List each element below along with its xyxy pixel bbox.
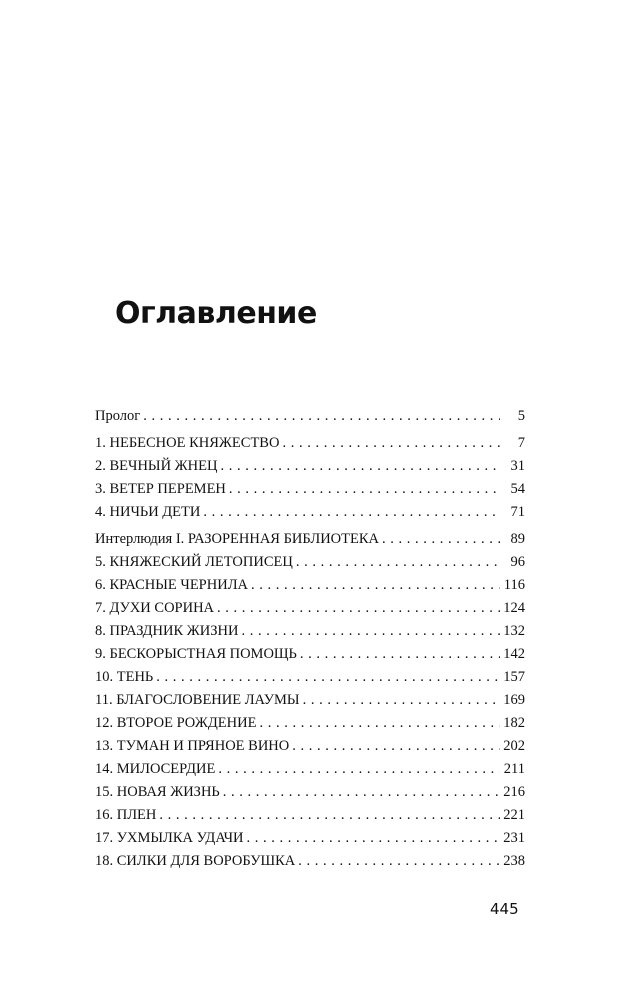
toc-entry-title: 1. НЕБЕСНОЕ КНЯЖЕСТВО (95, 435, 280, 451)
toc-entry-page: 221 (503, 807, 525, 823)
toc-entry-title: 6. КРАСНЫЕ ЧЕРНИЛА (95, 577, 248, 593)
toc-entry-page: 142 (503, 646, 525, 662)
toc-entry[interactable] (95, 781, 525, 804)
toc-entry-page: 169 (503, 692, 525, 708)
toc-entry-page: 182 (503, 715, 525, 731)
table-of-contents (95, 405, 525, 873)
toc-entry[interactable] (95, 827, 525, 850)
page-number: 445 (490, 900, 519, 918)
dot-leader (251, 574, 500, 597)
dot-leader (382, 528, 500, 551)
toc-entry-title: 12. ВТОРОЕ РОЖДЕНИЕ (95, 715, 257, 731)
toc-entry-page: 31 (510, 458, 525, 474)
toc-entry-page: 202 (503, 738, 525, 754)
toc-entry[interactable] (95, 666, 525, 689)
toc-entry-page: 89 (510, 531, 525, 547)
toc-entry[interactable] (95, 735, 525, 758)
toc-entry-title: 7. ДУХИ СОРИНА (95, 600, 215, 616)
toc-entry-title: 4. НИЧЬИ ДЕТИ (95, 504, 201, 520)
toc-entry-title: 10. ТЕНЬ (95, 669, 154, 685)
toc-entry[interactable] (95, 850, 525, 873)
toc-entry-page: 7 (517, 435, 525, 451)
toc-entry-page: 211 (503, 761, 525, 777)
dot-leader (203, 501, 500, 524)
dot-leader (220, 455, 500, 478)
toc-entry-title: 17. УХМЫЛКА УДАЧИ (95, 830, 244, 846)
toc-entry-title: 9. БЕСКОРЫСТНАЯ ПОМОЩЬ (95, 646, 297, 662)
toc-entry-page: 132 (503, 623, 525, 639)
dot-leader (292, 735, 500, 758)
toc-entry[interactable] (95, 597, 525, 620)
toc-entry-title: 16. ПЛЕН (95, 807, 157, 823)
toc-entry-title: 13. ТУМАН И ПРЯНОЕ ВИНО (95, 738, 290, 754)
toc-entry-page: 238 (503, 853, 525, 869)
toc-entry-title: Интерлюдия I. РАЗОРЕННАЯ БИБЛИОТЕКА (95, 531, 379, 547)
toc-entry-title: 8. ПРАЗДНИК ЖИЗНИ (95, 623, 239, 639)
toc-entry-title: 11. БЛАГОСЛОВЕНИЕ ЛАУМЫ (95, 692, 300, 708)
toc-entry-page: 157 (503, 669, 525, 685)
dot-leader (223, 781, 500, 804)
dot-leader (241, 620, 500, 643)
toc-entry[interactable] (95, 551, 525, 574)
dot-leader (218, 758, 500, 781)
toc-entry-page: 116 (503, 577, 525, 593)
toc-entry-page: 124 (503, 600, 525, 616)
toc-entry-page: 216 (503, 784, 525, 800)
dot-leader (300, 643, 500, 666)
toc-entry[interactable] (95, 478, 525, 501)
toc-entry[interactable] (95, 643, 525, 666)
toc-entry[interactable] (95, 501, 525, 524)
dot-leader (259, 712, 500, 735)
toc-entry-title: 5. КНЯЖЕСКИЙ ЛЕТОПИСЕЦ (95, 554, 293, 570)
toc-entry-title: 18. СИЛКИ ДЛЯ ВОРОБУШКА (95, 853, 296, 869)
toc-entry-page: 71 (510, 504, 525, 520)
toc-entry[interactable] (95, 574, 525, 597)
toc-entry[interactable] (95, 405, 525, 428)
toc-entry[interactable] (95, 804, 525, 827)
dot-leader (156, 666, 500, 689)
toc-entry-title: 2. ВЕЧНЫЙ ЖНЕЦ (95, 458, 218, 474)
toc-entry[interactable] (95, 432, 525, 455)
toc-entry-page: 54 (510, 481, 525, 497)
toc-entry-page: 231 (503, 830, 525, 846)
dot-leader (217, 597, 500, 620)
dot-leader (282, 432, 500, 455)
dot-leader (229, 478, 500, 501)
toc-entry[interactable] (95, 528, 525, 551)
dot-leader (246, 827, 500, 850)
dot-leader (143, 405, 500, 428)
toc-entry[interactable] (95, 712, 525, 735)
toc-entry[interactable] (95, 758, 525, 781)
toc-entry-title: 3. ВЕТЕР ПЕРЕМЕН (95, 481, 226, 497)
toc-entry-title: 14. МИЛОСЕРДИЕ (95, 761, 216, 777)
dot-leader (303, 689, 500, 712)
toc-entry[interactable] (95, 455, 525, 478)
dot-leader (298, 850, 500, 873)
toc-entry-title: 15. НОВАЯ ЖИЗНЬ (95, 784, 220, 800)
toc-entry-page: 96 (510, 554, 525, 570)
toc-entry[interactable] (95, 689, 525, 712)
page-title: Оглавление (115, 296, 317, 331)
dot-leader (296, 551, 500, 574)
toc-entry[interactable] (95, 620, 525, 643)
dot-leader (159, 804, 500, 827)
toc-entry-title: Пролог (95, 408, 141, 424)
toc-entry-page: 5 (517, 408, 525, 424)
